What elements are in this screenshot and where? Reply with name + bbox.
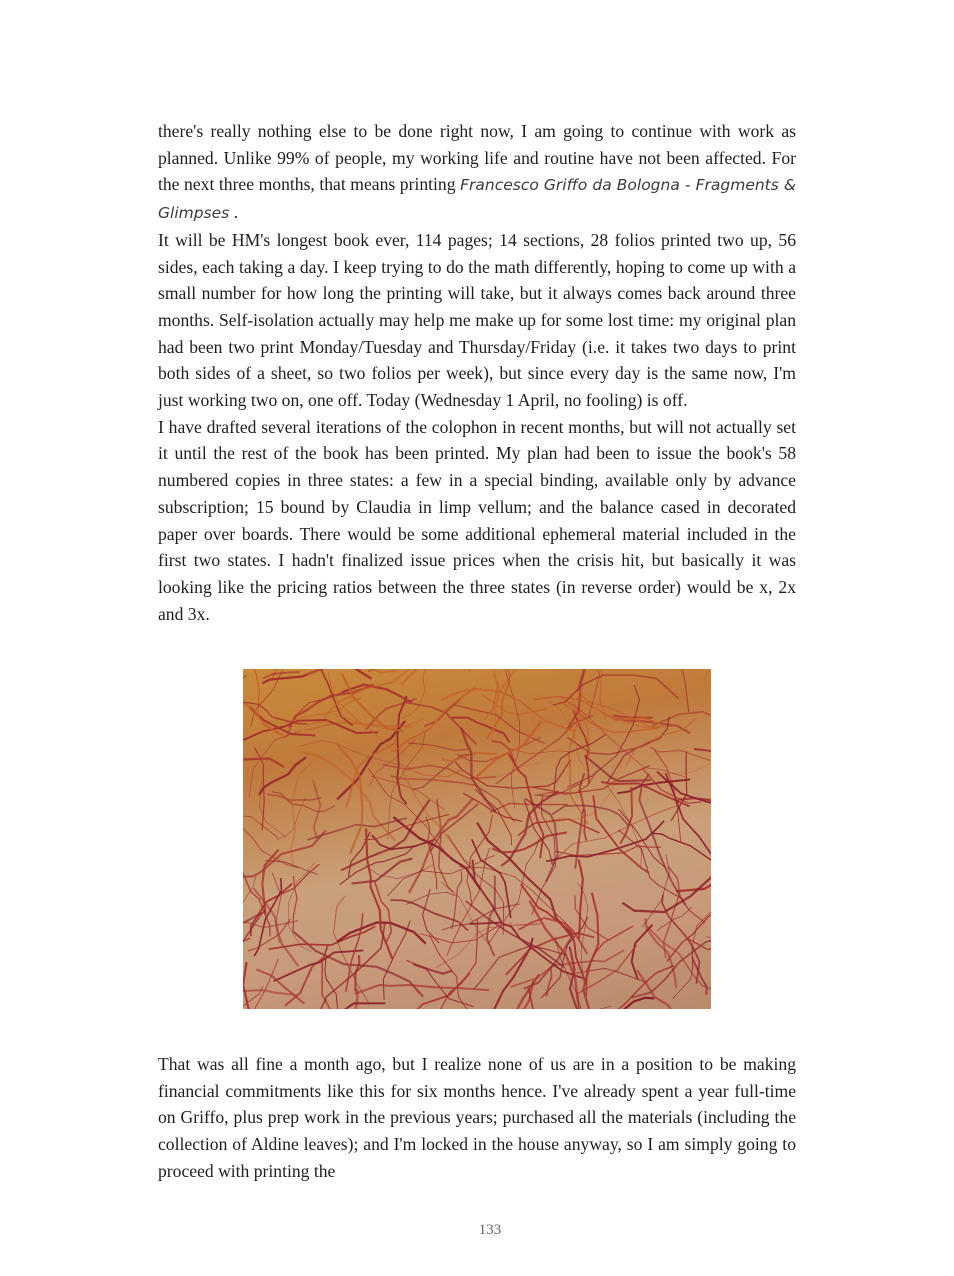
crackle-vein bbox=[355, 985, 489, 994]
crackle-vein bbox=[293, 876, 297, 933]
crackle-vein bbox=[402, 770, 474, 865]
crackle-vein bbox=[606, 784, 642, 867]
body-text-top bbox=[158, 118, 796, 627]
crackle-vein bbox=[308, 1003, 386, 1009]
crackle-vein bbox=[276, 798, 305, 841]
crackle-vein bbox=[704, 669, 711, 681]
crackle-vein bbox=[397, 696, 407, 804]
page-number: 133 bbox=[478, 1222, 502, 1238]
crackle-vein bbox=[650, 743, 711, 760]
crackle-vein bbox=[666, 773, 712, 891]
paragraph-text: . bbox=[229, 202, 239, 223]
crackle-vein bbox=[243, 876, 256, 918]
crackle-vein bbox=[552, 805, 629, 826]
crackle-vein bbox=[441, 689, 574, 731]
crackle-vein bbox=[622, 873, 711, 912]
crackle-vein bbox=[243, 675, 247, 716]
paragraph: It will be HM's longest book ever, 114 pages; 14 sections, 28 folios printed two up, 56 sides, each taking a day. I keep trying to do the math differently, hoping to come up with a small number for how long the printing will take, but it always comes back around three months. Self-isolation actually may help me make up for some lost time: my original plan had been two print Monday/Tuesday and Thursday/Friday (i.e. it takes two days to print both sides of a sheet, so two folios per week), but since every day is the same now, I'm just working two on, one off. Today (Wednesday 1 April, no fooling) is off. bbox=[158, 229, 796, 411]
crackle-vein bbox=[334, 896, 370, 1004]
crackle-vein bbox=[524, 799, 552, 865]
crackle-vein bbox=[619, 809, 667, 869]
paragraph: That was all fine a month ago, but I realize none of us are in a position to be making financial commitments like this for six months hence. I've already spent a year full-time on Griffo, plus prep work in the previous years; purchased all the materials (including the collection of Aldine leaves); and I'm locked in the house anyway, so I am simply going to proceed with printing the bbox=[158, 1054, 796, 1181]
body-text-bottom bbox=[158, 1051, 796, 1185]
crackle-vein bbox=[676, 669, 689, 712]
crackle-vein bbox=[626, 719, 696, 766]
crackle-vein bbox=[637, 970, 684, 1009]
crackle-vein bbox=[461, 728, 495, 812]
crackle-vein bbox=[407, 960, 474, 1006]
crackle-vein bbox=[569, 715, 588, 824]
decorated-paper-photo bbox=[243, 669, 711, 1009]
crackle-vein bbox=[402, 669, 428, 718]
paragraph: I have drafted several iterations of the colophon in recent months, but will not actually set it until the rest of the book has been printed. My plan had been to issue the book's 58 numbered copies in three states: a few in a special binding, available only by advance subscription; 15 bound by Claudia in limp vellum; and the balance cased in decorated paper over boards. There would be some additional ephemeral material included in the first two states. I hadn't finalized issue prices when the crisis hit, but basically it was looking like the pricing ratios between the three states (in reverse order) would be x, 2x and 3x. bbox=[158, 416, 796, 624]
crackle-vein bbox=[401, 669, 464, 685]
paragraph bbox=[158, 118, 796, 227]
marbled-paper-pattern bbox=[243, 669, 711, 1009]
crackle-vein bbox=[488, 938, 533, 1009]
crackle-vein bbox=[346, 743, 395, 807]
crackle-vein bbox=[267, 795, 321, 801]
crackle-vein bbox=[484, 763, 541, 777]
crackle-vein bbox=[567, 738, 650, 755]
crackle-vein bbox=[553, 675, 679, 705]
crackle-vein bbox=[437, 799, 454, 892]
crackle-vein bbox=[249, 731, 301, 798]
crackle-vein bbox=[447, 848, 490, 955]
crackle-vein bbox=[436, 922, 512, 967]
crackle-vein bbox=[469, 669, 496, 672]
crackle-vein bbox=[687, 938, 712, 954]
crackle-vein bbox=[243, 813, 279, 838]
crackle-vein bbox=[413, 754, 470, 790]
crackle-vein bbox=[452, 718, 510, 743]
crackle-vein bbox=[554, 735, 605, 791]
book-title: Francesco Griffo da Bologna - Fragments & Glimpses bbox=[158, 176, 796, 223]
crackle-vein bbox=[408, 743, 471, 751]
crackle-vein bbox=[593, 796, 649, 873]
crackle-vein bbox=[383, 921, 410, 1000]
crackle-vein bbox=[511, 950, 625, 987]
crackle-vein bbox=[254, 878, 281, 956]
crackle-vein bbox=[352, 859, 413, 884]
crackle-vein bbox=[243, 982, 295, 995]
crackle-vein bbox=[568, 669, 586, 691]
crackle-vein bbox=[613, 716, 653, 718]
crackle-vein bbox=[643, 749, 711, 782]
paragraph-text: there's really nothing else to be done right now, I am going to continue with work as planned. Unlike 99% of people, my working life and routine have not been affected. For the next three months, that means printing bbox=[158, 121, 796, 195]
crackle-vein bbox=[585, 755, 652, 781]
crackle-vein bbox=[256, 969, 304, 1003]
crackle-vein bbox=[477, 823, 572, 937]
crackle-vein bbox=[243, 731, 244, 767]
crackle-vein bbox=[313, 781, 320, 839]
crackle-vein bbox=[546, 821, 664, 862]
crackle-vein bbox=[647, 926, 711, 993]
